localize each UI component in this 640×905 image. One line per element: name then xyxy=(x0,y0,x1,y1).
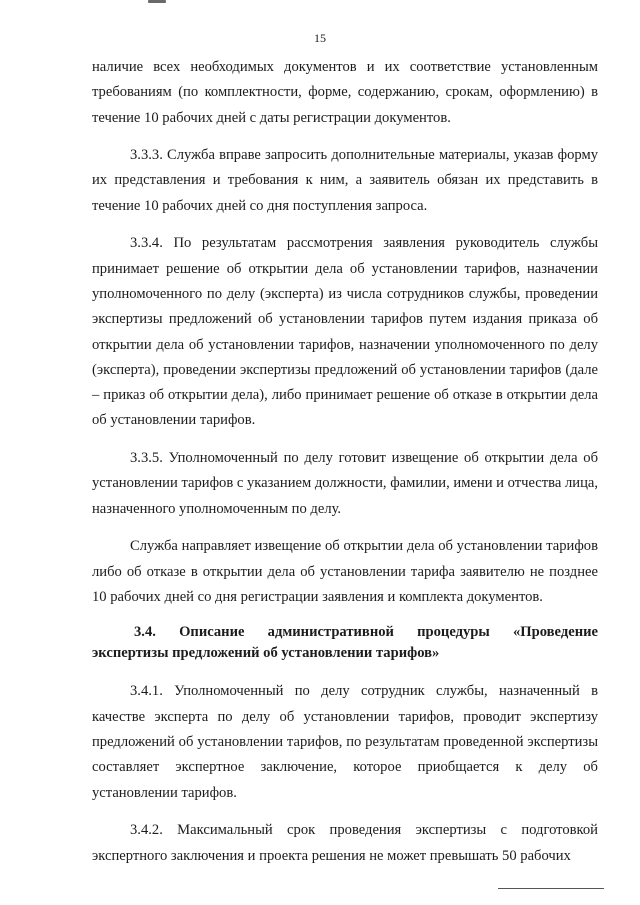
paragraph-continuation: наличие всех необходимых документов и их соответствие установленным требованиям (по комплектности, форме, содержанию, срокам, оформлению) в течение 10 рабочих дней с даты регистрации документов. xyxy=(92,59,598,126)
scan-artifact-mark xyxy=(148,0,166,3)
section-heading-3-4: 3.4. Описание административной процедуры «Проведение экспертизы предложений об установлении тарифов» xyxy=(92,624,598,662)
paragraph-service-notice: Служба направляет извещение об открытии дела об установлении тарифов либо об отказе в открытии дела об установлении тарифа заявителю не позднее 10 рабочих дней со дня регистрации заявления и комплекта документов. xyxy=(92,538,598,605)
paragraph-3-3-3: 3.3.3. Служба вправе запросить дополнительные материалы, указав форму их представления и требования к ним, а заявитель обязан их представить в течение 10 рабочих дней со дня поступления запроса. xyxy=(92,147,598,214)
paragraph-3-4-2: 3.4.2. Максимальный срок проведения экспертизы с подготовкой экспертного заключения и проекта решения не может превышать 50 рабочих xyxy=(92,822,598,864)
page-number: 15 xyxy=(314,31,326,45)
document-body xyxy=(92,55,598,881)
scan-artifact-line xyxy=(498,888,604,889)
paragraph-3-3-4: 3.3.4. По результатам рассмотрения заявления руководитель службы принимает решение об открытии дела об установлении тарифов, назначении уполномоченного по делу (эксперта) из числа сотрудников службы, проведении экспертизы предложений об установлении тарифов путем издания приказа об открытии дела об установлении тарифов, назначении уполномоченного по делу (эксперта), проведении экспертизы предложений об установлении тарифов (дале – приказ об открытии дела), либо принимает решение об отказе в открытии дела об установлении тарифов. xyxy=(92,235,598,429)
paragraph-3-4-1: 3.4.1. Уполномоченный по делу сотрудник службы, назначенный в качестве эксперта по делу об установлении тарифов, проводит экспертизу предложений об установлении тарифов, по результатам проведенной экспертизы составляет экспертное заключение, которое приобщается к делу об установлении тарифов. xyxy=(92,683,598,801)
paragraph-3-3-5: 3.3.5. Уполномоченный по делу готовит извещение об открытии дела об установлении тарифов с указанием должности, фамилии, имени и отчества лица, назначенного уполномоченным по делу. xyxy=(92,450,598,517)
